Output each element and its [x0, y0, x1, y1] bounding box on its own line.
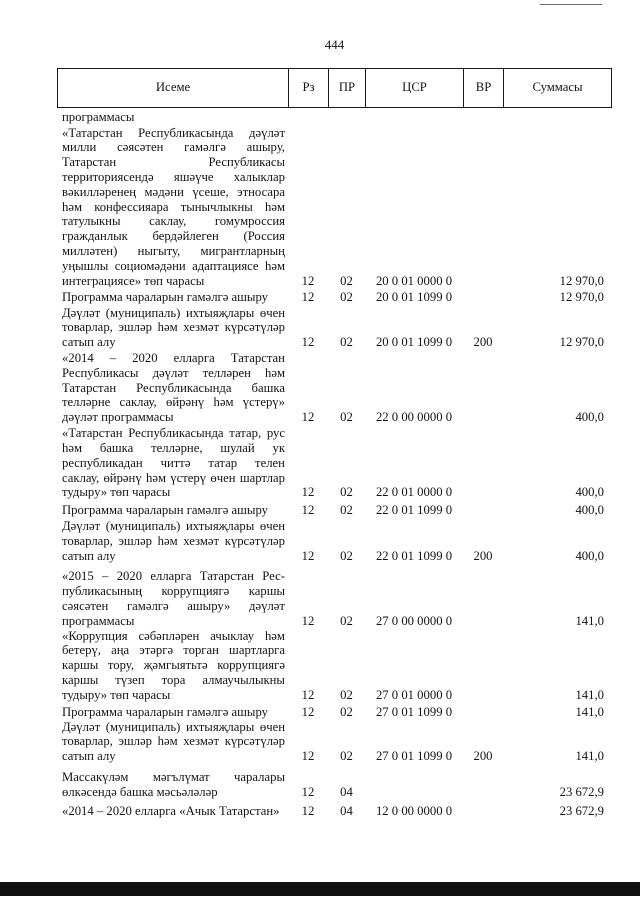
- section-code-cell: 12: [301, 704, 315, 719]
- item-name-line: [62, 599, 285, 614]
- item-name-cell: [57, 705, 288, 720]
- section-code-cell: 12: [301, 503, 315, 518]
- word: каршы: [248, 584, 285, 599]
- item-name-line: [62, 456, 285, 471]
- word: ихтыяҗлары: [185, 519, 255, 534]
- item-name-cell: [57, 629, 288, 703]
- target-code-cell: [365, 110, 463, 125]
- word: 2020: [116, 569, 143, 584]
- item-name-cell: [57, 503, 288, 518]
- expense-type-cell: [463, 614, 503, 629]
- word: һәм: [264, 365, 285, 380]
- item-name-line: [62, 366, 285, 381]
- table-row: [57, 503, 612, 518]
- word: үсеше,: [192, 184, 229, 199]
- item-name-line: сатып алу: [62, 549, 116, 564]
- item-name-line: тудыру» төп чарасы: [62, 485, 171, 500]
- word: күрсәтүләр: [224, 734, 285, 749]
- item-name-line: [62, 471, 285, 486]
- item-name-line: [62, 643, 285, 658]
- table-body: [57, 110, 612, 819]
- word: рус: [266, 426, 285, 441]
- column-header-expense-type: ВР: [463, 68, 503, 108]
- word: «Татарстан: [62, 426, 123, 441]
- word: Дәүләт: [62, 719, 101, 734]
- item-name-line: [62, 395, 285, 410]
- item-name-line: [62, 426, 285, 441]
- word: хезмәт: [183, 734, 220, 749]
- item-name-line: [62, 519, 285, 534]
- target-code-cell: 27 0 01 1099 0: [375, 704, 453, 719]
- section-code-cell: 12: [301, 273, 315, 288]
- target-code-cell: 22 0 01 1099 0: [375, 503, 453, 518]
- word: территориясендә: [62, 169, 154, 184]
- section-code-cell: 12: [301, 784, 315, 799]
- word: шартларга: [229, 643, 285, 658]
- table-row: [57, 426, 612, 500]
- amount-cell: 400,0: [575, 503, 604, 518]
- item-name-line: «2014 – 2020 елларга «Ачык Татарстан»: [62, 803, 280, 818]
- word: һәм: [62, 199, 83, 214]
- subsection-code-cell: 04: [340, 784, 353, 799]
- table-row: [57, 306, 612, 350]
- budget-table: [57, 68, 612, 818]
- word: күрсәтүләр: [224, 320, 285, 335]
- table-row: [57, 770, 612, 800]
- item-name-cell: [57, 110, 288, 125]
- word: «Коррупция: [62, 628, 128, 643]
- word: шулай: [220, 441, 255, 456]
- word: бетерү,: [62, 643, 101, 658]
- expense-type-cell: [463, 688, 503, 703]
- word: –: [102, 569, 109, 584]
- word: сәясәтен: [62, 599, 109, 613]
- word: тора: [161, 672, 186, 687]
- expense-type-cell: [463, 485, 503, 500]
- subsection-code-cell: 02: [340, 613, 353, 628]
- word: республикадан: [62, 455, 143, 470]
- target-code-cell: 27 0 01 1099 0: [375, 749, 453, 764]
- word: дәүләт: [249, 599, 285, 613]
- expense-type-cell: [463, 110, 503, 125]
- amount-cell: 12 970,0: [559, 289, 604, 304]
- column-header-subsection: ПР: [328, 68, 365, 108]
- target-code-cell: 20 0 01 1099 0: [375, 335, 453, 350]
- item-name-line: [62, 320, 285, 335]
- word: социомәдәни: [114, 258, 186, 273]
- word: Дәүләт: [62, 519, 101, 534]
- word: коррупциягә: [161, 584, 230, 599]
- word: тору,: [107, 658, 134, 673]
- word: ихтыяҗлары: [185, 719, 255, 734]
- column-header-section: Рз: [288, 68, 328, 108]
- table-row: [57, 720, 612, 764]
- word: елларга: [150, 569, 192, 584]
- word: күрсәтүләр: [224, 534, 285, 549]
- target-code-cell: [365, 785, 463, 800]
- word: һәм: [62, 441, 83, 456]
- target-code-cell: 22 0 00 0000 0: [375, 410, 453, 425]
- word: конфессияара: [94, 199, 169, 214]
- word: татар: [208, 455, 238, 470]
- word: Республикасы: [62, 365, 139, 380]
- subsection-code-cell: 02: [340, 749, 353, 764]
- word: чаралары: [234, 769, 285, 784]
- amount-cell: 141,0: [575, 749, 604, 764]
- word: телен: [255, 455, 285, 470]
- page-number: 444: [324, 37, 345, 52]
- item-name-line: өлкәсендә башка мәсьәләләр: [62, 784, 218, 799]
- word: адаптациясе: [192, 258, 259, 273]
- amount-cell: 400,0: [575, 485, 604, 500]
- scan-artifact-line: [540, 4, 602, 5]
- section-code-cell: 12: [301, 803, 315, 818]
- scan-artifact-bar: [0, 882, 640, 896]
- word: этәргә: [139, 643, 174, 658]
- amount-cell: 400,0: [575, 410, 604, 425]
- word: коррупциягә: [217, 658, 285, 673]
- item-name-line: [62, 306, 285, 321]
- word: саклау,: [119, 395, 157, 410]
- amount-cell: 12 970,0: [559, 335, 604, 350]
- expense-type-cell: [463, 705, 503, 720]
- table-row: [57, 804, 612, 819]
- word: хезмәт: [183, 534, 220, 549]
- amount-cell: [503, 110, 612, 125]
- item-name-cell: [57, 126, 288, 289]
- subsection-code-cell: 02: [340, 549, 353, 564]
- item-name-line: сатып алу: [62, 335, 116, 350]
- word: һәм: [264, 199, 285, 214]
- item-name-cell: [57, 519, 288, 563]
- word: саклау,: [62, 470, 100, 485]
- table-row: [57, 110, 612, 125]
- table-row: [57, 126, 612, 289]
- word: ашыру,: [246, 140, 285, 155]
- word: ныгыту,: [137, 243, 181, 258]
- word: тынычлыкны: [180, 199, 253, 214]
- item-name-line: [62, 140, 285, 155]
- item-name-line: [62, 658, 285, 673]
- word: һәм: [264, 258, 285, 273]
- item-name-line: [62, 259, 285, 274]
- word: ачыклау: [210, 628, 255, 643]
- expense-type-cell: [463, 804, 503, 819]
- word: –: [109, 351, 117, 366]
- expense-type-cell: 200: [473, 749, 493, 764]
- subsection-code-cell: 04: [340, 803, 353, 818]
- item-name-line: [62, 673, 285, 688]
- item-name-line: дәүләт программасы: [62, 410, 174, 425]
- word: сәясәтен: [117, 140, 164, 155]
- subsection-code-cell: 02: [340, 335, 353, 350]
- word: Дәүләт: [62, 305, 101, 320]
- word: өчен: [259, 305, 285, 320]
- word: (муниципаль): [105, 519, 181, 534]
- item-name-cell: [57, 290, 288, 305]
- section-code-cell: 12: [301, 549, 315, 564]
- word: товарлар,: [62, 320, 113, 335]
- word: шартлар: [239, 470, 285, 485]
- subsection-code-cell: 02: [340, 485, 353, 500]
- expense-type-cell: [463, 785, 503, 800]
- word: гамәлгә: [184, 140, 226, 155]
- word: үстерү»: [242, 395, 285, 410]
- word: ихтыяҗлары: [185, 305, 255, 320]
- item-name-line: сатып алу: [62, 749, 116, 764]
- word: өйрәнү: [103, 470, 142, 485]
- target-code-cell: 27 0 00 0000 0: [375, 613, 453, 628]
- word: мәдәни: [144, 184, 184, 199]
- section-code-cell: 12: [301, 613, 315, 628]
- word: бердәйлеген: [152, 229, 219, 244]
- column-header-amount: Суммасы: [503, 68, 612, 108]
- item-name-line: [62, 170, 285, 185]
- section-code-cell: 12: [301, 749, 315, 764]
- word: һәм: [157, 534, 178, 549]
- word: сәбәпләрен: [138, 628, 200, 643]
- word: аңа: [111, 643, 130, 658]
- section-code-cell: 12: [301, 410, 315, 425]
- word: Рес-: [262, 569, 285, 584]
- item-name-line: [62, 185, 285, 200]
- amount-cell: 400,0: [575, 549, 604, 564]
- word: дәүләт: [152, 365, 189, 380]
- item-name-line: [62, 200, 285, 215]
- word: гамәлгә: [126, 599, 169, 613]
- item-name-line: [62, 569, 285, 584]
- amount-cell: 141,0: [575, 687, 604, 702]
- section-code-cell: [288, 110, 328, 125]
- word: Татарстан: [199, 569, 254, 584]
- word: Татарстан: [62, 155, 117, 170]
- table-row: [57, 351, 612, 425]
- word: торган: [183, 643, 219, 658]
- word: гомумроссия: [214, 214, 285, 229]
- table-row: [57, 705, 612, 720]
- amount-cell: 141,0: [575, 704, 604, 719]
- word: өчен: [259, 719, 285, 734]
- item-name-cell: [57, 804, 288, 819]
- item-name-line: [62, 381, 285, 396]
- subsection-code-cell: 02: [340, 273, 353, 288]
- word: Республикасы: [208, 155, 285, 170]
- subsection-code-cell: 02: [340, 410, 353, 425]
- table-row: [57, 290, 612, 305]
- item-name-line: [62, 351, 285, 366]
- section-code-cell: 12: [301, 485, 315, 500]
- item-name-line: интеграциясе» төп чарасы: [62, 273, 205, 288]
- target-code-cell: 22 0 01 1099 0: [375, 549, 453, 564]
- word: Республикасында: [136, 380, 232, 395]
- item-name-line: [62, 441, 285, 456]
- item-name-cell: [57, 306, 288, 350]
- item-name-cell: [57, 770, 288, 800]
- expense-type-cell: [463, 274, 503, 289]
- item-name-line: Программа чараларын гамәлгә ашыру: [62, 704, 268, 719]
- word: эшләр: [118, 534, 152, 549]
- word: өчен: [210, 470, 236, 485]
- word: Массакүләм: [62, 769, 129, 784]
- word: телләрне: [62, 395, 111, 410]
- word: товарлар,: [62, 534, 113, 549]
- word: гражданлык: [62, 229, 128, 244]
- word: түзеп: [115, 672, 145, 687]
- target-code-cell: 22 0 01 0000 0: [375, 485, 453, 500]
- word: Республикасында: [128, 426, 224, 441]
- amount-cell: 23 672,9: [559, 803, 604, 818]
- item-name-line: [62, 629, 285, 644]
- item-name-line: [62, 720, 285, 735]
- word: «2014: [62, 351, 94, 366]
- table-row: [57, 569, 612, 628]
- word: өйрәнү: [165, 395, 205, 410]
- expense-type-cell: [463, 410, 503, 425]
- word: читтә: [160, 455, 191, 470]
- word: татулыкны: [62, 214, 121, 229]
- word: Татарстан: [62, 380, 117, 395]
- word: һәм: [213, 395, 234, 410]
- subsection-code-cell: 02: [340, 687, 353, 702]
- subsection-code-cell: 02: [340, 289, 353, 304]
- word: Татарстан: [230, 351, 285, 366]
- word: ашыру»: [187, 599, 231, 613]
- word: өчен: [259, 519, 285, 534]
- word: эшләр: [118, 320, 152, 335]
- word: татар,: [229, 426, 262, 441]
- word: алмаучылыкны: [202, 672, 285, 687]
- word: милли: [62, 140, 97, 155]
- item-name-line: [62, 534, 285, 549]
- amount-cell: 12 970,0: [559, 273, 604, 288]
- word: «2015: [62, 569, 94, 584]
- word: публикасының: [62, 584, 143, 599]
- expense-type-cell: 200: [473, 335, 493, 350]
- item-name-cell: [57, 351, 288, 425]
- item-name-line: [62, 770, 285, 785]
- word: Республикасында: [138, 125, 234, 140]
- item-name-line: Программа чараларын гамәлгә ашыру: [62, 289, 268, 304]
- word: телләрен: [202, 365, 251, 380]
- section-code-cell: 12: [301, 335, 315, 350]
- item-name-line: [62, 244, 285, 259]
- expense-type-cell: [463, 503, 503, 518]
- word: һәм: [157, 320, 178, 335]
- target-code-cell: 27 0 01 0000 0: [375, 687, 453, 702]
- amount-cell: 141,0: [575, 613, 604, 628]
- word: һәм: [264, 628, 285, 643]
- word: дәүләт: [249, 125, 285, 140]
- item-name-line: [62, 214, 285, 229]
- item-name-line: тудыру» төп чарасы: [62, 687, 171, 702]
- word: елларга: [173, 351, 215, 366]
- section-code-cell: 12: [301, 687, 315, 702]
- word: һәм: [157, 734, 178, 749]
- item-name-line: [62, 126, 285, 141]
- word: һәм: [145, 470, 166, 485]
- item-name-line: Программа чараларын гамәлгә ашыру: [62, 503, 268, 518]
- item-name-line: [62, 584, 285, 599]
- word: хезмәт: [183, 320, 220, 335]
- word: телләрне,: [151, 441, 203, 456]
- target-code-cell: 20 0 01 0000 0: [375, 273, 453, 288]
- subsection-code-cell: 02: [340, 503, 353, 518]
- table-row: [57, 629, 612, 703]
- item-name-cell: [57, 426, 288, 500]
- word: 2020: [132, 351, 158, 366]
- word: каршы: [62, 658, 99, 673]
- target-code-cell: 20 0 01 1099 0: [375, 289, 453, 304]
- word: (муниципаль): [105, 719, 181, 734]
- word: каршы: [62, 672, 99, 687]
- word: башка: [99, 441, 134, 456]
- word: саклау,: [149, 214, 187, 229]
- word: милләтен): [62, 243, 118, 258]
- word: яшәүче: [173, 169, 214, 184]
- expense-type-cell: 200: [473, 549, 493, 564]
- word: җәмгыятьтә: [143, 658, 208, 673]
- word: башка: [251, 380, 285, 395]
- item-name-cell: [57, 569, 288, 628]
- item-name-line: программасы: [62, 613, 135, 628]
- word: ук: [272, 441, 285, 456]
- word: мигрантларның: [200, 243, 285, 258]
- word: этносара: [237, 184, 285, 199]
- item-name-line: программасы: [62, 109, 135, 124]
- expense-type-cell: [463, 290, 503, 305]
- word: уңышлы: [62, 258, 109, 273]
- item-name-line: [62, 229, 285, 244]
- word: товарлар,: [62, 734, 113, 749]
- column-header-name: Исеме: [57, 68, 288, 108]
- target-code-cell: 12 0 00 0000 0: [375, 803, 453, 818]
- item-name-line: [62, 155, 285, 170]
- word: (Россия: [243, 229, 285, 244]
- subsection-code-cell: [328, 110, 365, 125]
- table-header: [57, 68, 612, 108]
- item-name-cell: [57, 720, 288, 764]
- word: халыклар: [233, 169, 285, 184]
- subsection-code-cell: 02: [340, 704, 353, 719]
- word: эшләр: [118, 734, 152, 749]
- word: мәгълүмат: [152, 769, 210, 784]
- word: вәкилләренең: [62, 184, 137, 199]
- word: үстерү: [170, 470, 207, 485]
- word: (муниципаль): [105, 305, 181, 320]
- section-code-cell: 12: [301, 289, 315, 304]
- table-row: [57, 519, 612, 563]
- amount-cell: 23 672,9: [559, 784, 604, 799]
- column-header-target-code: ЦСР: [365, 68, 463, 108]
- item-name-line: [62, 734, 285, 749]
- word: «Татарстан: [62, 125, 123, 140]
